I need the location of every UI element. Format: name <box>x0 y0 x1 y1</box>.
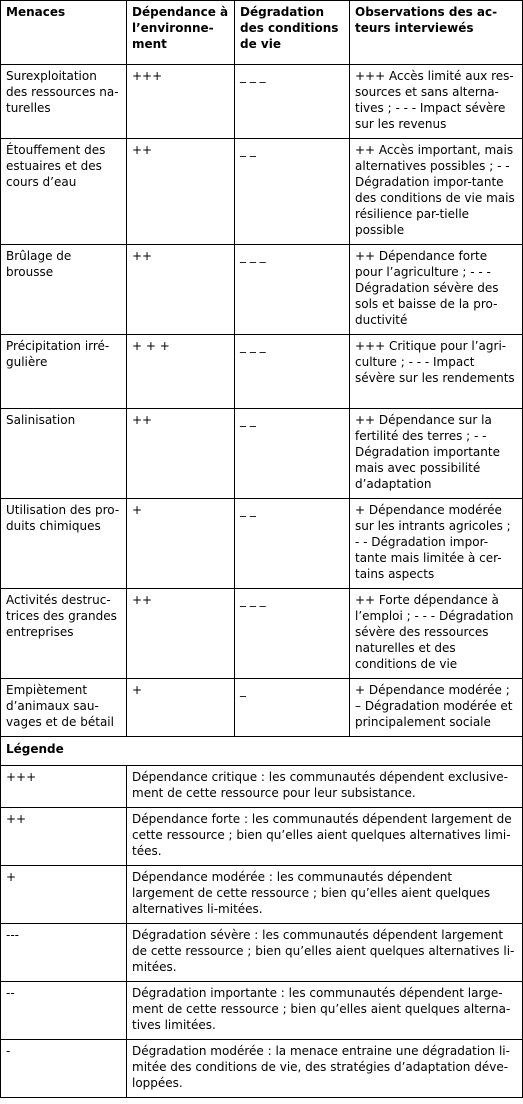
degradation-cell: _ _ <box>235 409 350 499</box>
legend-text: Dégradation modérée : la menace entraine une dégradation li-mitée des conditions de vie, des stratégies d’adaptation déve-loppées. <box>127 1040 523 1098</box>
header-dependance: Dépendance à l’environne-ment <box>127 1 235 65</box>
legend-title: Légende <box>1 737 523 766</box>
header-degradation: Dégradation des conditions de vie <box>235 1 350 65</box>
header-observations: Observations des ac-teurs interviewés <box>350 1 523 65</box>
observations-cell: +++ Accès limité aux res-sources et sans alterna-tives ; - - - Impact sévère sur les revenus <box>350 65 523 139</box>
observations-cell: ++ Dépendance sur la fertilité des terres ; - - Dégradation importante mais avec possibilité d’adaptation <box>350 409 523 499</box>
degradation-cell: _ _ <box>235 139 350 245</box>
degradation-cell: _ _ _ <box>235 65 350 139</box>
dependance-cell: + + + <box>127 335 235 409</box>
legend-title-row <box>1 737 523 766</box>
legend-text: Dégradation sévère : les communautés dépendent largement de cette ressource ; bien qu’elles aient quelques alternatives li-mitées. <box>127 924 523 982</box>
table-row <box>1 679 523 737</box>
menace-cell: Activités destruc-trices des grandes entreprises <box>1 589 127 679</box>
table-row <box>1 65 523 139</box>
menace-cell: Surexploitation des ressources na-turelles <box>1 65 127 139</box>
table-row <box>1 409 523 499</box>
observations-cell: + Dépendance modérée sur les intrants agricoles ; - - Dégradation impor-tante mais limitée à cer-tains aspects <box>350 499 523 589</box>
legend-row <box>1 766 523 808</box>
menace-cell: Utilisation des pro-duits chimiques <box>1 499 127 589</box>
degradation-cell: _ _ _ <box>235 245 350 335</box>
dependance-cell: + <box>127 499 235 589</box>
dependance-cell: ++ <box>127 589 235 679</box>
dependance-cell: ++ <box>127 245 235 335</box>
menace-cell: Précipitation irré-gulière <box>1 335 127 409</box>
legend-text: Dépendance critique : les communautés dépendent exclusive-ment de cette ressource pour leur subsistance. <box>127 766 523 808</box>
observations-cell: + Dépendance modérée ; – Dégradation modérée et principalement sociale <box>350 679 523 737</box>
degradation-cell: _ _ <box>235 499 350 589</box>
observations-cell: ++ Dépendance forte pour l’agriculture ; - - - Dégradation sévère des sols et baisse de la pro-ductivité <box>350 245 523 335</box>
table-row <box>1 499 523 589</box>
header-menaces: Menaces <box>1 1 127 65</box>
observations-cell: +++ Critique pour l’agri-culture ; - - - Impact sévère sur les rendements <box>350 335 523 409</box>
table-row <box>1 245 523 335</box>
legend-row <box>1 866 523 924</box>
observations-cell: ++ Forte dépendance à l’emploi ; - - - Dégradation sévère des ressources naturelles et des conditions de vie <box>350 589 523 679</box>
legend-text: Dépendance modérée : les communautés dépendent largement de cette ressource ; bien qu’elles aient quelques alternatives li-mitées. <box>127 866 523 924</box>
legend-row <box>1 982 523 1040</box>
legend-table <box>0 765 523 1098</box>
observations-cell: ++ Accès important, mais alternatives possibles ; - - Dégradation impor-tante des conditions de vie mais résilience par-tielle possible <box>350 139 523 245</box>
degradation-cell: _ <box>235 679 350 737</box>
legend-row <box>1 808 523 866</box>
dependance-cell: +++ <box>127 65 235 139</box>
legend-symbol: --- <box>1 924 127 982</box>
dependance-cell: ++ <box>127 409 235 499</box>
table-row <box>1 335 523 409</box>
menace-cell: Brûlage de brousse <box>1 245 127 335</box>
legend-symbol: +++ <box>1 766 127 808</box>
legend-text: Dégradation importante : les communautés dépendent large-ment de cette ressource ; bien qu’elles aient quelques alterna-tives limitées. <box>127 982 523 1040</box>
dependance-cell: ++ <box>127 139 235 245</box>
legend-text: Dépendance forte : les communautés dépendent largement de cette ressource ; bien qu’elles aient quelques alternatives limi-tées. <box>127 808 523 866</box>
dependance-cell: + <box>127 679 235 737</box>
header-row <box>1 1 523 65</box>
table-row <box>1 589 523 679</box>
degradation-cell: _ _ _ <box>235 335 350 409</box>
table-row <box>1 139 523 245</box>
legend-symbol: - <box>1 1040 127 1098</box>
legend-row <box>1 924 523 982</box>
legend-symbol: + <box>1 866 127 924</box>
legend-row <box>1 1040 523 1098</box>
degradation-cell: _ _ _ <box>235 589 350 679</box>
legend-symbol: -- <box>1 982 127 1040</box>
menace-cell: Étouffement des estuaires et des cours d’eau <box>1 139 127 245</box>
legend-symbol: ++ <box>1 808 127 866</box>
menace-cell: Empiètement d’animaux sau-vages et de bétail <box>1 679 127 737</box>
menace-cell: Salinisation <box>1 409 127 499</box>
